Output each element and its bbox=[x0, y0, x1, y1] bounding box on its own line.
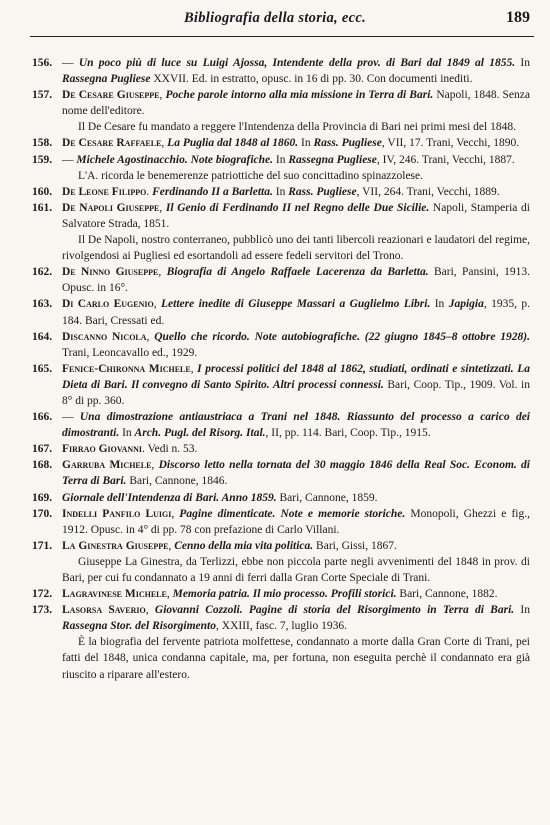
entry-number: 159. bbox=[32, 153, 53, 166]
bibliography-entry bbox=[0, 361, 550, 409]
citation-text: Bari, Coop. Tip., 1909. Vol. in 8° di pp. 360. bbox=[62, 378, 530, 407]
entry-citation bbox=[62, 264, 530, 296]
entry-citation bbox=[62, 329, 530, 361]
title-text: Giornale dell'Intendenza di Bari. Anno 1859. bbox=[62, 491, 277, 504]
entry-number: 157. bbox=[32, 89, 53, 102]
citation-text: XXVII. Ed. in estratto, opusc. in 16 di pp. 30. Con documenti inediti. bbox=[150, 73, 473, 86]
citation-text: Bari, Pansini, 1913. Opusc. in 16°. bbox=[62, 266, 531, 295]
entry-number: 160. bbox=[32, 185, 53, 198]
entry-number: 168. bbox=[32, 459, 53, 472]
entry-number: 169. bbox=[32, 491, 53, 504]
entry-number: 173. bbox=[32, 604, 53, 617]
running-title: Bibliografia della storia, ecc. bbox=[183, 10, 367, 26]
citation-text: Bari, Gissi, 1867. bbox=[313, 539, 397, 552]
author-name: Di Carlo Eugenio bbox=[62, 298, 154, 311]
entry-citation bbox=[62, 87, 530, 119]
citation-text: , bbox=[159, 201, 166, 214]
entry-number: 156. bbox=[32, 57, 53, 69]
entry-citation bbox=[62, 152, 530, 168]
author-name: Fenice-Chironna Michele bbox=[62, 362, 191, 375]
citation-text: In bbox=[430, 298, 449, 311]
entry-note: Il De Cesare fu mandato a reggere l'Intendenza della Provincia di Bari nei primi mesi del 1848. bbox=[78, 121, 516, 134]
bibliography-entry bbox=[0, 184, 550, 200]
author-name: De Cesare Giuseppe bbox=[62, 89, 160, 102]
citation-text: , bbox=[161, 137, 168, 150]
title-text: Memoria patria. Il mio processo. Profili storici. bbox=[172, 588, 397, 601]
title-text: Discorso letto nella tornata del 30 maggio 1846 della Real Soc. Econom. di Terra di Bari. bbox=[62, 459, 530, 488]
citation-text: In bbox=[298, 137, 314, 150]
citation-text: , bbox=[153, 298, 161, 311]
citation-text: In bbox=[515, 57, 531, 69]
entry-number: 164. bbox=[32, 330, 53, 343]
entry-citation bbox=[62, 409, 530, 441]
title-text: Poche parole intorno alla mia missione in Terra di Bari. bbox=[165, 89, 434, 102]
citation-text: , bbox=[171, 507, 180, 520]
entry-citation bbox=[62, 361, 530, 409]
entry-citation bbox=[62, 506, 530, 538]
entry-citation bbox=[62, 184, 530, 200]
header-rule bbox=[30, 36, 534, 37]
entry-number: 170. bbox=[32, 507, 53, 520]
bibliography-list bbox=[0, 55, 550, 683]
citation-text: Napoli, 1848. Senza nome dell'editore. bbox=[62, 89, 530, 118]
citation-text: — bbox=[62, 153, 77, 166]
title-text: Japigia bbox=[448, 298, 484, 311]
title-text: Giovanni Cozzoli. Pagine di storia del Risorgimento in Terra di Bari. bbox=[154, 604, 515, 617]
citation-text: In bbox=[514, 604, 530, 617]
entry-number: 162. bbox=[32, 266, 53, 279]
entry-note: È la biografia del fervente patriota molfettese, condannato a morte dalla Gran Corte di Trani, pei fatti del 1848, unica condanna capitale, ma, per fortuna, non eseguita perchè il condannato era già riuscito a riparare all'estero. bbox=[62, 636, 530, 681]
citation-text: , XXIII, fasc. 7, luglio 1936. bbox=[216, 620, 347, 633]
bibliography-entry bbox=[0, 152, 550, 184]
title-text: Biografia di Angelo Raffaele Lacerenza da Barletta. bbox=[166, 266, 429, 279]
bibliography-entry bbox=[0, 538, 550, 586]
citation-text: , bbox=[151, 459, 159, 472]
entry-citation bbox=[62, 602, 530, 634]
bibliography-entry bbox=[0, 506, 550, 538]
bibliography-entry bbox=[0, 87, 550, 135]
citation-text: Monopoli, Ghezzi e fig., 1912. Opusc. in 4° di pp. 78 con prefazione di Carlo Villani. bbox=[62, 507, 531, 536]
title-text: I processi politici del 1848 al 1862, studiati, ordinati e sintetizzati. La Dieta di Bari. Il convegno di Santo Spirito. Altri processi connessi. bbox=[62, 362, 530, 391]
author-name: Garruba Michele bbox=[62, 459, 152, 472]
title-text: Rass. Pugliese bbox=[313, 137, 382, 150]
citation-text: — bbox=[62, 57, 79, 69]
bibliography-entry bbox=[0, 296, 550, 328]
citation-text: , bbox=[168, 539, 175, 552]
title-text: Rassegna Pugliese bbox=[288, 153, 377, 166]
author-name: Firrao Giovanni bbox=[62, 443, 143, 456]
author-name: Discanno Nicola bbox=[62, 330, 147, 343]
entry-number: 166. bbox=[32, 411, 53, 424]
citation-text: , bbox=[146, 330, 155, 343]
citation-text: Bari, Cannone, 1882. bbox=[396, 588, 498, 601]
entry-citation bbox=[62, 490, 530, 506]
title-text: Rassegna Pugliese bbox=[62, 73, 151, 86]
bibliography-entry bbox=[0, 409, 550, 441]
entry-citation bbox=[62, 538, 530, 554]
citation-text: , VII, 17. Trani, Vecchi, 1890. bbox=[381, 137, 520, 150]
author-name: De Ninno Giuseppe bbox=[62, 266, 159, 279]
title-text: Il Genio di Ferdinando II nel Regno delle Due Sicilie. bbox=[165, 201, 430, 214]
entry-citation bbox=[62, 586, 530, 602]
entry-citation bbox=[62, 200, 530, 232]
author-name: Indelli Panfilo Luigi bbox=[62, 507, 172, 520]
title-text: Lettere inedite di Giuseppe Massari a Guglielmo Libri. bbox=[161, 298, 431, 311]
bibliography-entry bbox=[0, 602, 550, 682]
title-text: Arch. Pugl. del Risorg. Ital. bbox=[134, 427, 266, 440]
bibliography-entry bbox=[0, 457, 550, 489]
entry-note: L'A. ricorda le benemerenze patriottiche del suo concittadino spinazzolese. bbox=[78, 169, 424, 182]
bibliography-entry bbox=[0, 586, 550, 602]
entry-note: Il De Napoli, nostro conterraneo, pubblicò uno dei tanti libercoli reazionari e laudatori del regime, rivolgendosi ai Pugliesi ed esortandoli ad essere fedeli servitori del Trono. bbox=[62, 234, 530, 263]
citation-text: , bbox=[190, 362, 198, 375]
entry-citation bbox=[62, 441, 530, 457]
title-text: Quello che ricordo. Note autobiografiche. (22 giugno 1845–8 ottobre 1928). bbox=[154, 330, 531, 343]
citation-text: , VII, 264. Trani, Vecchi, 1889. bbox=[356, 185, 500, 198]
title-text: Cenno della mia vita politica. bbox=[174, 539, 314, 552]
citation-text: — bbox=[62, 411, 80, 424]
author-name: Lasorsa Saverio bbox=[62, 604, 146, 617]
entry-number: 158. bbox=[32, 137, 53, 150]
title-text: Michele Agostinacchio. Note biografiche. bbox=[76, 153, 274, 166]
bibliography-entry bbox=[0, 135, 550, 151]
author-name: La Ginestra Giuseppe bbox=[62, 539, 169, 552]
bibliography-entry bbox=[0, 55, 550, 87]
entry-note: Giuseppe La Ginestra, da Terlizzi, ebbe non piccola parte negli avvenimenti del 1848 in prov. di Bari, per cui fu condannato a 19 anni di ferri dalla Gran Corte Speciale di Trani. bbox=[62, 555, 530, 584]
citation-text: , bbox=[166, 588, 173, 601]
citation-text: In bbox=[273, 153, 289, 166]
citation-text: , bbox=[145, 604, 155, 617]
citation-text: , II, pp. 114. Bari, Coop. Tip., 1915. bbox=[265, 427, 431, 440]
entry-number: 163. bbox=[32, 298, 53, 311]
title-text: Un poco più di luce su Luigi Ajossa, Intendente della prov. di Bari dal 1849 al 1855. bbox=[78, 57, 516, 69]
title-text: Pagine dimenticate. Note e memorie storiche. bbox=[179, 507, 406, 520]
bibliography-entry bbox=[0, 441, 550, 457]
title-text: La Puglia dal 1848 al 1860. bbox=[167, 137, 299, 150]
page-number: 189 bbox=[506, 9, 530, 26]
entry-number: 161. bbox=[32, 201, 53, 214]
citation-text: Napoli, Stamperia di Salvatore Strada, 1851. bbox=[62, 201, 530, 230]
bibliography-entry bbox=[0, 490, 550, 506]
citation-text: , IV, 246. Trani, Vecchi, 1887. bbox=[376, 153, 515, 166]
citation-text: . Vedi n. 53. bbox=[142, 443, 198, 456]
entry-citation bbox=[62, 457, 530, 489]
author-name: De Leone Filippo bbox=[62, 185, 147, 198]
author-name: Lagravinese Michele bbox=[62, 588, 167, 601]
citation-text: , bbox=[158, 266, 167, 279]
author-name: De Cesare Raffaele bbox=[62, 137, 162, 150]
citation-text: In bbox=[119, 427, 135, 440]
title-text: Ferdinando II a Barletta. bbox=[152, 185, 273, 198]
title-text: Una dimostrazione antiaustriaca a Trani nel 1848. Riassunto del processo a carico dei dimostranti. bbox=[62, 411, 530, 440]
title-text: Rassegna Stor. del Risorgimento bbox=[62, 620, 217, 633]
entry-number: 167. bbox=[32, 443, 53, 456]
bibliography-entry bbox=[0, 200, 550, 264]
title-text: Rass. Pugliese bbox=[288, 185, 357, 198]
bibliography-entry bbox=[0, 264, 550, 296]
entry-citation bbox=[62, 135, 530, 151]
citation-text: , 1935, p. 184. Bari, Cressati ed. bbox=[62, 298, 530, 327]
author-name: De Napoli Giuseppe bbox=[62, 201, 160, 214]
page-header bbox=[0, 10, 550, 34]
citation-text: Bari, Cannone, 1846. bbox=[126, 475, 228, 488]
entry-number: 172. bbox=[32, 588, 53, 601]
entry-citation bbox=[62, 296, 530, 328]
entry-citation bbox=[62, 55, 530, 87]
citation-text: . bbox=[146, 185, 153, 198]
entry-number: 165. bbox=[32, 362, 53, 375]
citation-text: Bari, Cannone, 1859. bbox=[276, 491, 378, 504]
bibliography-entry bbox=[0, 329, 550, 361]
citation-text: , bbox=[159, 89, 166, 102]
entry-number: 171. bbox=[32, 539, 53, 552]
citation-text: Trani, Leoncavallo ed., 1929. bbox=[62, 346, 198, 359]
citation-text: In bbox=[272, 185, 289, 198]
